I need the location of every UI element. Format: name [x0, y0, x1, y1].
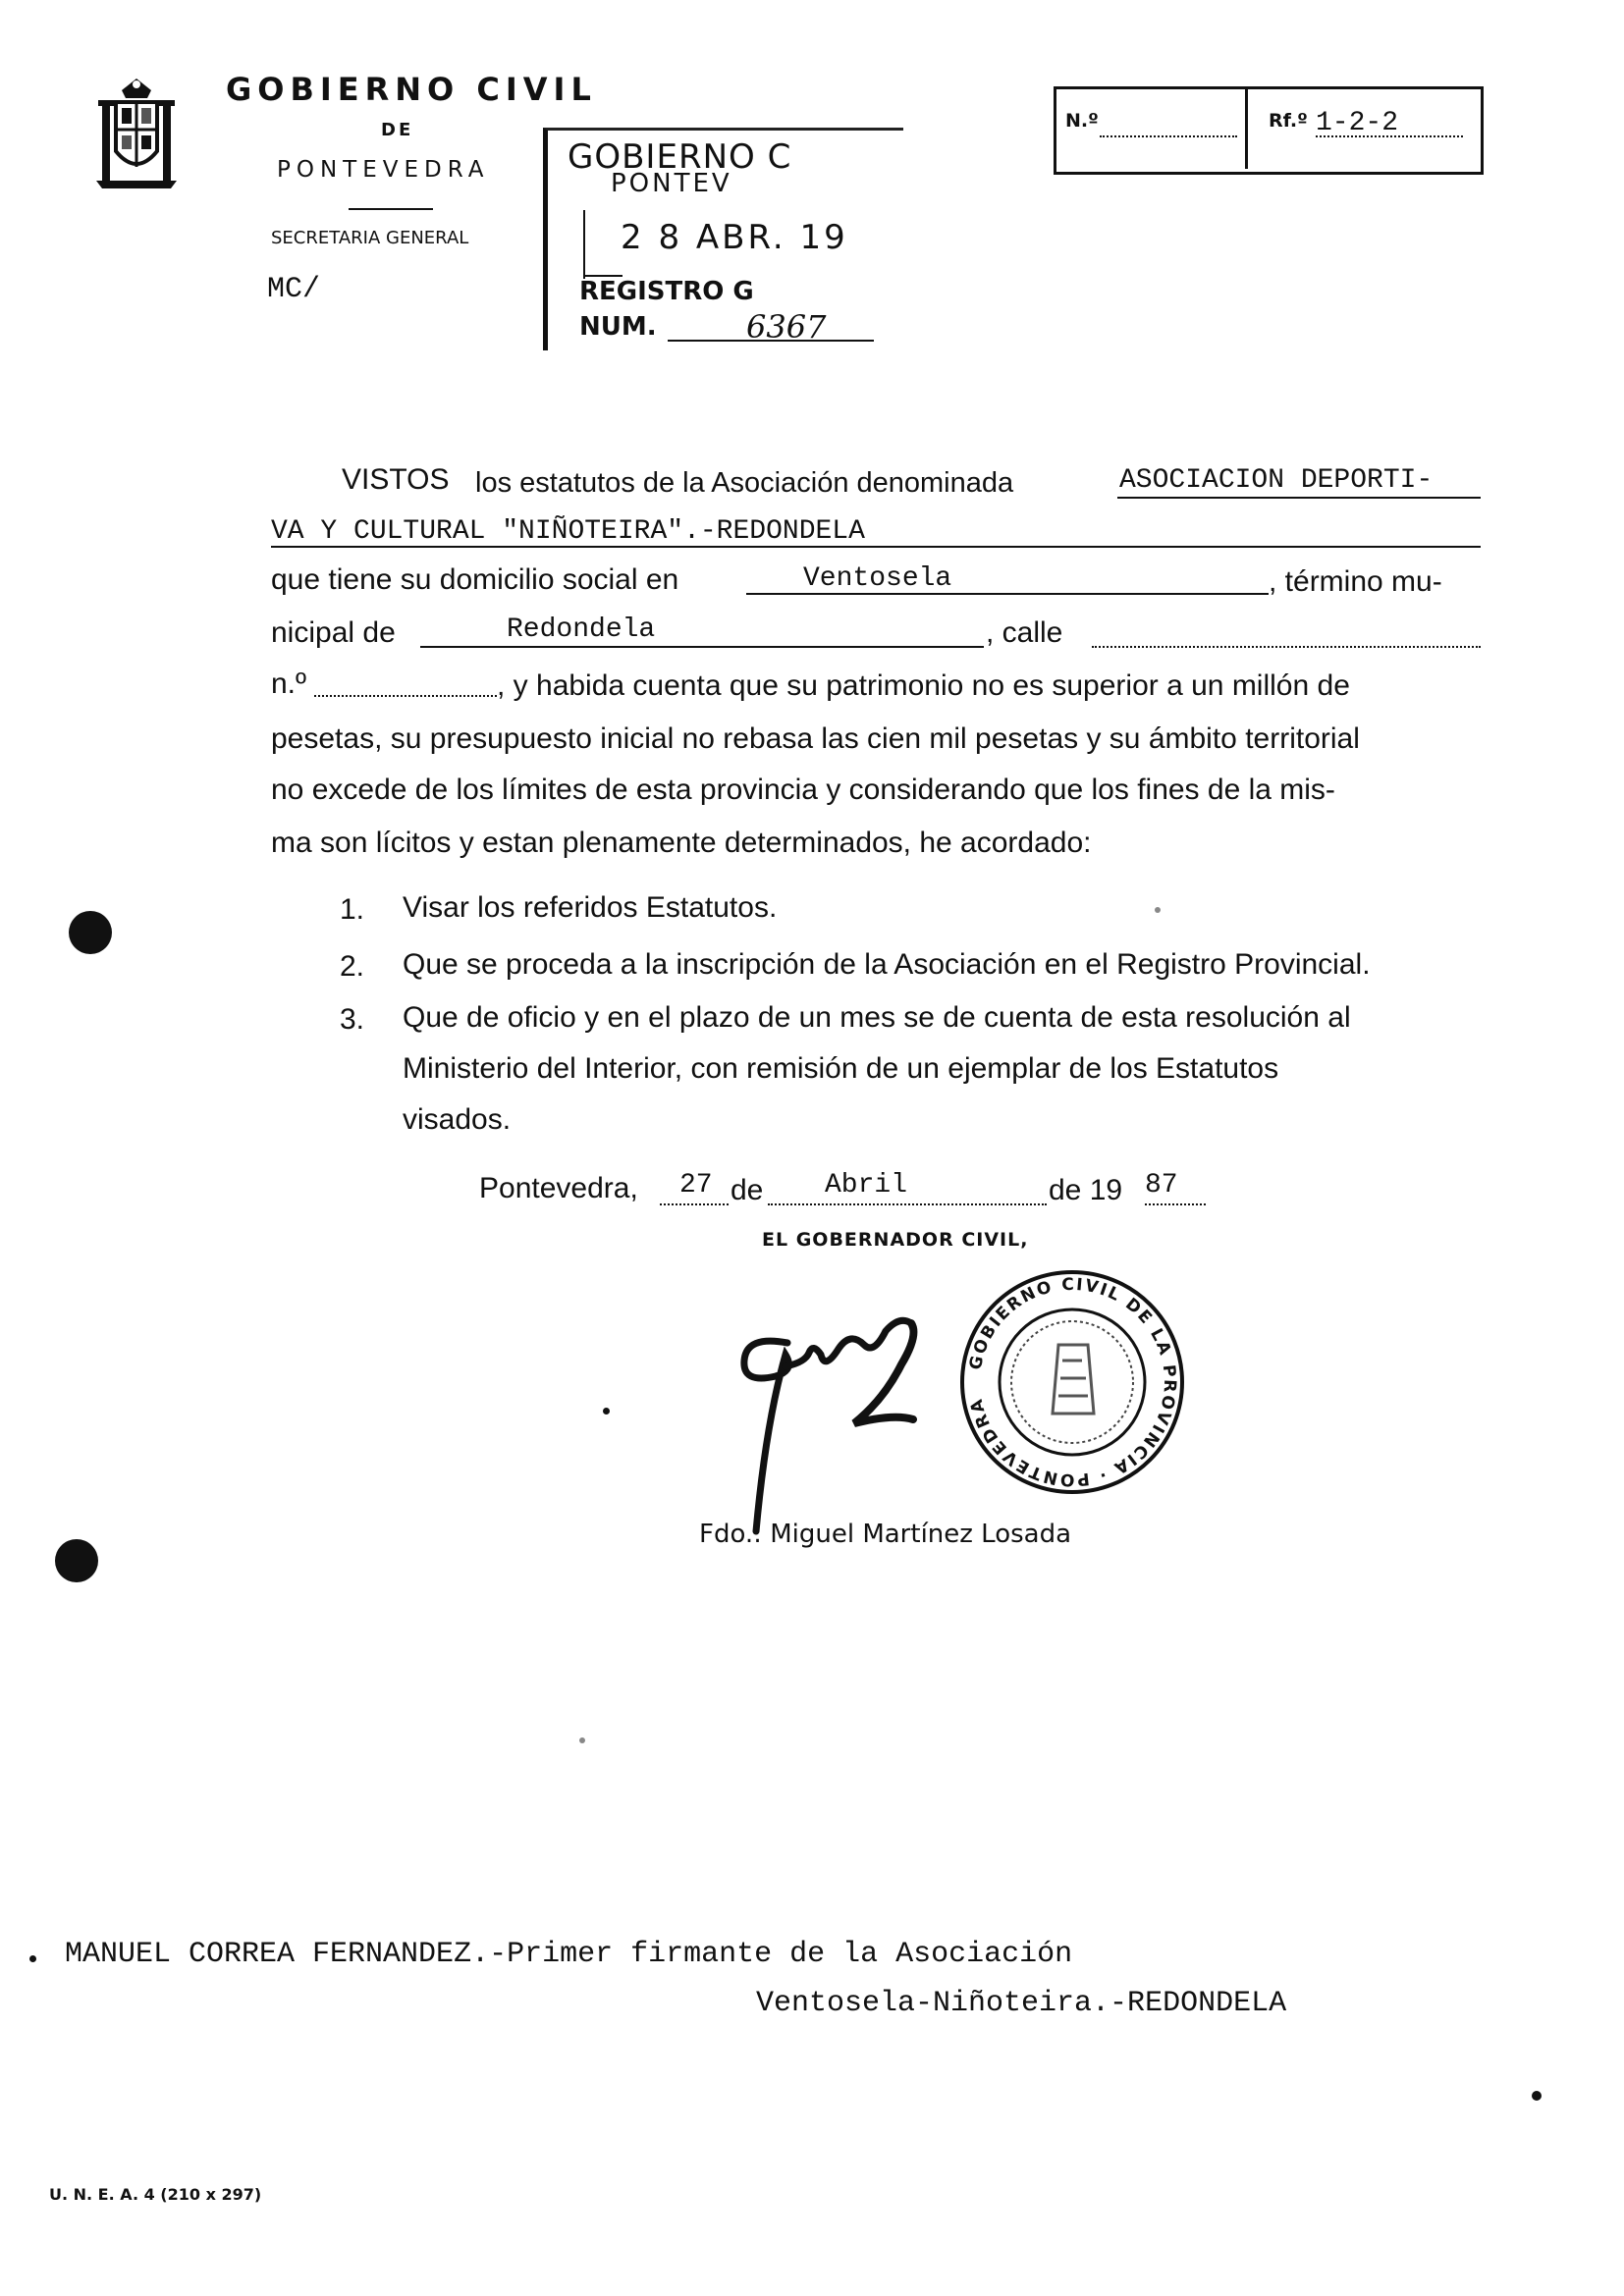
date-city: Pontevedra,	[479, 1172, 638, 1204]
body-line-1: los estatutos de la Asociación denominada	[475, 467, 1014, 499]
domicilio-label: que tiene su domicilio social en	[271, 563, 679, 596]
speck	[29, 1955, 36, 1962]
reference-rf-label: Rf.º	[1269, 110, 1308, 132]
footer-line-2: Ventosela-Niñoteira.-REDONDELA	[756, 1987, 1287, 2020]
assoc-name-underline-2	[271, 546, 1481, 548]
assoc-name-underline-1	[1117, 497, 1481, 499]
speck	[1155, 907, 1161, 913]
date-de-1: de	[731, 1174, 764, 1206]
reference-box-divider	[1245, 88, 1248, 169]
n-label: n.º	[271, 667, 306, 700]
svg-text:GOBIERNO CIVIL DE LA PROVINCIA	[966, 1275, 1180, 1489]
org-title: GOBIERNO CIVIL	[226, 71, 597, 108]
body-line-7: no excede de los límites de esta provincia y considerando que los fines de la mis-	[271, 774, 1335, 806]
stamp-num-value: 6367	[746, 308, 827, 346]
punch-hole-bottom	[55, 1539, 98, 1582]
org-de: DE	[381, 120, 414, 140]
domicilio-underline	[746, 593, 1269, 595]
resolution-2-text: Que se proceda a la inscripción de la Asociación en el Registro Provincial.	[403, 948, 1371, 981]
municipal-underline	[420, 646, 984, 648]
footer-line-1: MANUEL CORREA FERNANDEZ.-Primer firmante de la Asociación	[65, 1938, 1073, 1971]
stamp-line-2: PONTEV	[611, 169, 732, 198]
municipal-label: nicipal de	[271, 616, 396, 649]
stamp-line-1: GOBIERNO C	[568, 137, 792, 177]
domicilio-value: Ventosela	[803, 563, 952, 594]
assoc-name-1: ASOCIACION DEPORTI-	[1119, 465, 1434, 496]
resolution-3-text-2: Ministerio del Interior, con remisión de un ejemplar de los Estatutos	[403, 1052, 1279, 1085]
date-month: Abril	[825, 1170, 908, 1201]
punch-hole-top	[69, 911, 112, 954]
signer-name: Fdo.: Miguel Martínez Losada	[699, 1520, 1072, 1549]
date-year: 87	[1145, 1170, 1178, 1201]
vistos-word: VISTOS	[342, 463, 450, 496]
speck	[579, 1737, 585, 1743]
speck	[603, 1408, 610, 1415]
body-line-5: , y habida cuenta que su patrimonio no es superior a un millón de	[497, 669, 1350, 702]
reference-n-line	[1100, 135, 1237, 137]
date-day-line	[660, 1203, 729, 1205]
official-seal	[956, 1266, 1188, 1498]
reference-n-label: N.º	[1065, 110, 1099, 132]
form-code: U. N. E. A. 4 (210 x 297)	[49, 2185, 262, 2204]
resolution-3-text-3: visados.	[403, 1103, 512, 1136]
stamp-date: 2 8 ABR. 19	[621, 218, 848, 257]
date-year-line	[1145, 1203, 1206, 1205]
resolution-3-number: 3.	[340, 1003, 365, 1036]
stamp-bracket	[583, 210, 585, 279]
resolution-1-number: 1.	[340, 893, 365, 926]
municipal-value: Redondela	[507, 614, 656, 645]
resolution-1-text: Visar los referidos Estatutos.	[403, 891, 778, 924]
body-line-6: pesetas, su presupuesto inicial no rebasa las cien mil pesetas y su ámbito territorial	[271, 722, 1360, 755]
assoc-name-2: VA Y CULTURAL "NIÑOTEIRA".-REDONDELA	[271, 516, 865, 547]
resolution-3-text-1: Que de oficio y en el plazo de un mes se de cuenta de esta resolución al	[403, 1001, 1351, 1034]
governor-title: EL GOBERNADOR CIVIL,	[762, 1229, 1029, 1251]
date-de-2: de 19	[1049, 1174, 1123, 1206]
seal-text: GOBIERNO CIVIL DE LA PROVINCIA · PONTEVEDRA	[965, 1274, 1180, 1490]
resolution-2-number: 2.	[340, 950, 365, 983]
date-day: 27	[679, 1170, 713, 1201]
stamp-num-label: NUM.	[579, 312, 657, 342]
secretaria-label: SECRETARIA GENERAL	[271, 228, 469, 248]
coat-of-arms-icon	[82, 75, 190, 190]
stamp-registro: REGISTRO G	[579, 277, 754, 306]
date-month-line	[768, 1203, 1047, 1205]
calle-label: , calle	[986, 616, 1063, 649]
calle-line	[1092, 646, 1481, 648]
org-city: PONTEVEDRA	[277, 157, 490, 183]
initials: MC/	[267, 273, 321, 306]
n-line	[314, 695, 497, 697]
reference-rf-line	[1316, 135, 1463, 137]
speck	[1532, 2091, 1542, 2101]
reference-rf-value: 1-2-2	[1316, 108, 1399, 138]
header-divider	[349, 208, 433, 210]
termino-label: , término mu-	[1269, 565, 1442, 598]
body-line-8: ma son lícitos y estan plenamente determinados, he acordado:	[271, 827, 1092, 859]
